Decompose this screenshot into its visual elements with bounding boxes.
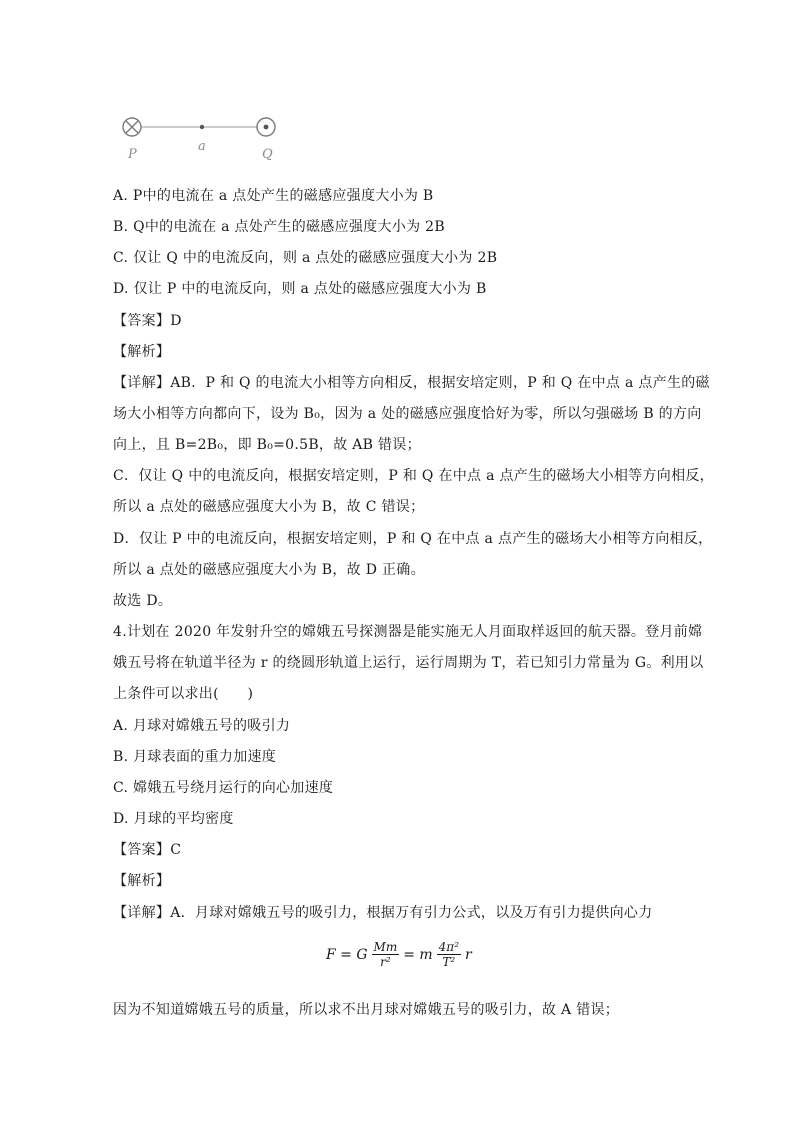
fraction-denominator: r²: [380, 955, 391, 969]
q3-detail-line: 向上，且 B=2B₀，即 B₀=0.5B，故 AB 错误；: [113, 437, 421, 453]
q3-analysis-label: 【解析】: [113, 344, 171, 360]
q3-conclusion: 故选 D。: [113, 593, 173, 609]
q3-option-b: B. Q中的电流在 a 点处产生的磁感应强度大小为 2B: [113, 219, 445, 235]
q4-stem-line: 4.计划在 2020 年发射升空的嫦娥五号探测器是能实施无人月面取样返回的航天器。登月前嫦: [113, 624, 703, 640]
q4-option-c: C. 嫦娥五号绕月运行的向心加速度: [113, 780, 334, 796]
q4-option-a: A. 月球对嫦娥五号的吸引力: [113, 718, 291, 734]
q3-option-a: A. P中的电流在 a 点处产生的磁感应强度大小为 B: [113, 188, 434, 204]
formula-fraction-2: [437, 940, 461, 969]
formula-mid: = m: [403, 946, 433, 963]
point-a: [200, 125, 204, 129]
fraction-numerator: Mm: [373, 940, 398, 954]
wire-p-into-page-icon: [123, 118, 141, 136]
gravitation-formula: [326, 940, 472, 969]
q3-detail-line: 【详解】AB．P 和 Q 的电流大小相等方向相反，根据安培定则，P 和 Q 在中点 a 点产生的磁: [113, 375, 710, 391]
formula-lhs: F = G: [326, 946, 368, 963]
q4-answer: 【答案】C: [113, 842, 182, 858]
q3-detail-line: 所以 a 点处的磁感应强度大小为 B，故 D 正确。: [113, 562, 425, 578]
fraction-numerator: 4π²: [438, 940, 460, 954]
wire-q-out-of-page-icon: [257, 118, 275, 136]
q3-option-c: C. 仅让 Q 中的电流反向，则 a 点处的磁感应强度大小为 2B: [113, 250, 498, 266]
q4-detail-after: 因为不知道嫦娥五号的质量，所以求不出月球对嫦娥五号的吸引力，故 A 错误；: [113, 1002, 620, 1018]
q3-answer: 【答案】D: [113, 313, 182, 329]
formula-rhs: r: [465, 946, 472, 963]
q3-detail-line: D．仅让 P 中的电流反向，根据安培定则，P 和 Q 在中点 a 点产生的磁场大小相等方向相反，: [113, 531, 713, 547]
label-a: a: [198, 139, 206, 154]
q3-option-d: D. 仅让 P 中的电流反向，则 a 点处的磁感应强度大小为 B: [113, 281, 487, 297]
q4-option-b: B. 月球表面的重力加速度: [113, 749, 277, 765]
q3-detail-line: 所以 a 点处的磁感应强度大小为 B，故 C 错误；: [113, 499, 425, 515]
q4-option-d: D. 月球的平均密度: [113, 811, 234, 827]
q4-stem-line: 上条件可以求出( ): [113, 686, 254, 702]
label-p: P: [128, 147, 137, 162]
label-q: Q: [262, 147, 273, 162]
formula-fraction-1: [372, 940, 400, 969]
q3-detail-line: 场大小相等方向都向下，设为 B₀，因为 a 处的磁感应强度恰好为零，所以匀强磁场 B 的方向: [113, 406, 702, 422]
wire-diagram: [118, 108, 288, 168]
q4-detail-intro: 【详解】A．月球对嫦娥五号的吸引力，根据万有引力公式，以及万有引力提供向心力: [113, 905, 653, 921]
q4-stem-line: 娥五号将在轨道半径为 r 的绕圆形轨道上运行，运行周期为 T，若已知引力常量为 G。利用以: [113, 655, 704, 671]
q3-detail-line: C．仅让 Q 中的电流反向，根据安培定则，P 和 Q 在中点 a 点产生的磁场大小相等方向相反，: [113, 468, 714, 484]
q4-analysis-label: 【解析】: [113, 873, 171, 889]
fraction-denominator: T²: [442, 955, 456, 969]
